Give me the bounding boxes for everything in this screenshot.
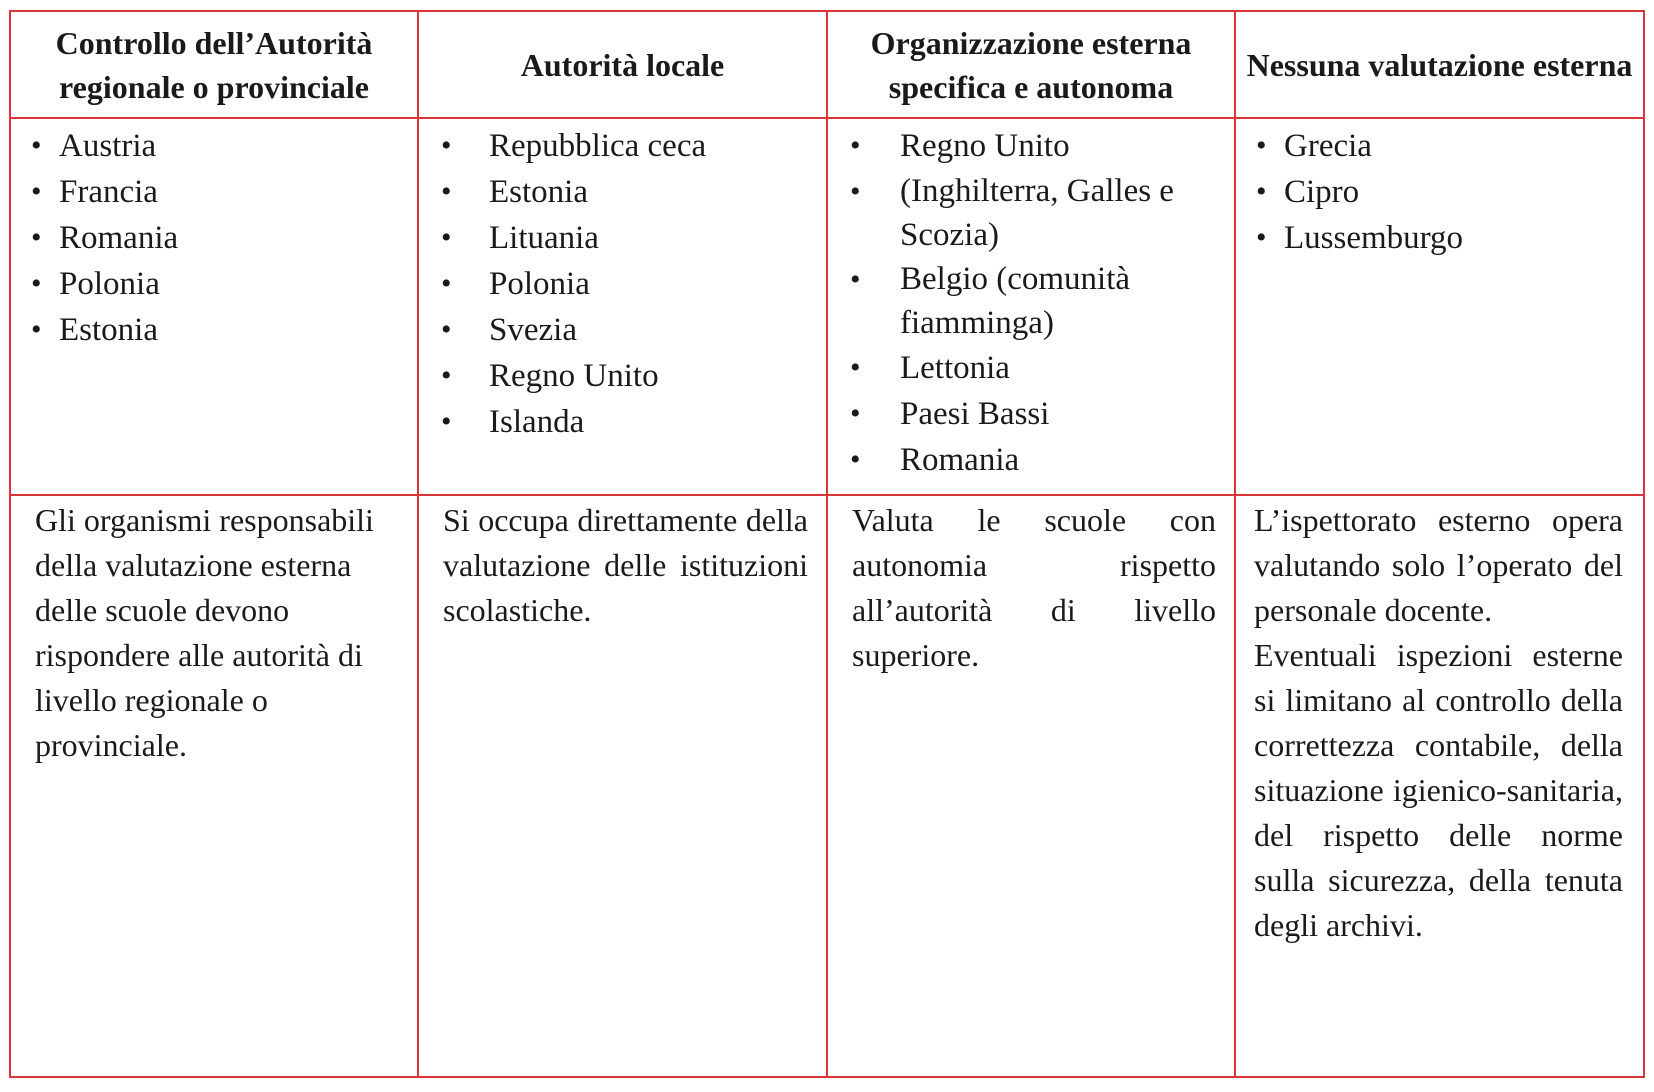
list-item <box>828 257 1234 345</box>
description-none-paragraph-1: L’ispettorato esterno opera valutando solo l’operato del personale docente. <box>1254 502 1623 628</box>
list-item <box>1236 169 1643 215</box>
bullet-icon: • <box>31 175 42 208</box>
bullet-icon: • <box>850 175 861 208</box>
country-name: Polonia <box>489 266 590 302</box>
header-local-authority: Autorità locale <box>418 11 827 118</box>
country-name: Regno Unito <box>489 358 659 394</box>
countries-cell-regional <box>10 118 418 495</box>
country-list-local <box>419 119 826 445</box>
country-name: Svezia <box>489 312 577 348</box>
country-name: Cipro <box>1284 174 1360 210</box>
country-name: Austria <box>59 128 157 164</box>
country-name: Grecia <box>1284 128 1372 164</box>
evaluation-table <box>9 10 1645 1078</box>
countries-cell-local <box>418 118 827 495</box>
bullet-icon: • <box>1256 221 1267 254</box>
description-local: Si occupa direttamente della valutazione delle istituzioni scolastiche. <box>443 502 808 628</box>
country-name: Francia <box>59 174 158 210</box>
country-name: Lituania <box>489 220 599 256</box>
header-external-organization: Organizzazione esterna specifica e autonoma <box>827 11 1235 118</box>
countries-row <box>10 118 1644 495</box>
bullet-icon: • <box>441 129 452 162</box>
country-name: Lettonia <box>900 350 1010 386</box>
list-item <box>11 307 417 353</box>
bullet-icon: • <box>441 221 452 254</box>
list-item <box>419 169 826 215</box>
country-name: Estonia <box>489 174 588 210</box>
bullet-icon: • <box>441 313 452 346</box>
list-item <box>11 215 417 261</box>
bullet-icon: • <box>850 351 861 384</box>
header-regional-authority: Controllo dell’Autorità regionale o provinciale <box>10 11 418 118</box>
description-cell-none <box>1235 495 1644 1077</box>
list-item <box>828 345 1234 391</box>
description-cell-local <box>418 495 827 1077</box>
description-regional: Gli organismi responsabili della valutazione esterna delle scuole devono rispondere alle autorità di livello regionale o provinciale. <box>35 502 374 763</box>
list-item <box>11 261 417 307</box>
description-none-paragraph-2: Eventuali ispezioni esterne si limitano al controllo della correttezza contabile, della situazione igienico-sanitaria, del rispetto delle norme sulla sicurezza, della tenuta degli archivi. <box>1254 637 1623 943</box>
list-item <box>419 307 826 353</box>
list-item <box>419 215 826 261</box>
list-item <box>419 123 826 169</box>
bullet-icon: • <box>850 397 861 430</box>
list-item <box>11 169 417 215</box>
list-item <box>828 437 1234 483</box>
countries-cell-external <box>827 118 1235 495</box>
country-name: Regno Unito <box>900 128 1070 164</box>
country-name: Romania <box>900 442 1020 478</box>
bullet-icon: • <box>31 267 42 300</box>
list-item <box>1236 215 1643 261</box>
country-name: Estonia <box>59 312 158 348</box>
list-item <box>828 169 1234 257</box>
description-cell-external <box>827 495 1235 1077</box>
bullet-icon: • <box>441 267 452 300</box>
country-name: Repubblica ceca <box>489 128 707 164</box>
list-item <box>419 353 826 399</box>
bullet-icon: • <box>31 313 42 346</box>
country-name: (Inghilterra, Galles e Scozia) <box>900 173 1174 253</box>
bullet-icon: • <box>441 175 452 208</box>
bullet-icon: • <box>441 359 452 392</box>
list-item <box>419 399 826 445</box>
description-row <box>10 495 1644 1077</box>
country-list-regional <box>11 119 417 353</box>
description-none <box>1236 496 1643 948</box>
country-list-none <box>1236 119 1643 261</box>
bullet-icon: • <box>1256 175 1267 208</box>
header-row <box>10 11 1644 118</box>
bullet-icon: • <box>850 263 861 296</box>
description-cell-regional <box>10 495 418 1077</box>
country-name: Paesi Bassi <box>900 396 1050 432</box>
bullet-icon: • <box>850 129 861 162</box>
list-item <box>1236 123 1643 169</box>
country-name: Romania <box>59 220 179 256</box>
country-name: Lussemburgo <box>1284 220 1464 256</box>
bullet-icon: • <box>1256 129 1267 162</box>
header-no-external-evaluation: Nessuna valutazione esterna <box>1235 11 1644 118</box>
list-item <box>419 261 826 307</box>
description-external: Valuta le scuole con autonomia rispetto all’autorità di livello superiore. <box>852 502 1216 673</box>
list-item <box>828 391 1234 437</box>
country-name: Islanda <box>489 404 585 440</box>
country-name: Polonia <box>59 266 160 302</box>
list-item <box>828 123 1234 169</box>
list-item <box>11 123 417 169</box>
bullet-icon: • <box>31 221 42 254</box>
countries-cell-none <box>1235 118 1644 495</box>
country-list-external <box>828 119 1234 483</box>
country-name: Belgio (comunità fiamminga) <box>900 261 1131 341</box>
bullet-icon: • <box>31 129 42 162</box>
bullet-icon: • <box>441 405 452 438</box>
bullet-icon: • <box>850 443 861 476</box>
